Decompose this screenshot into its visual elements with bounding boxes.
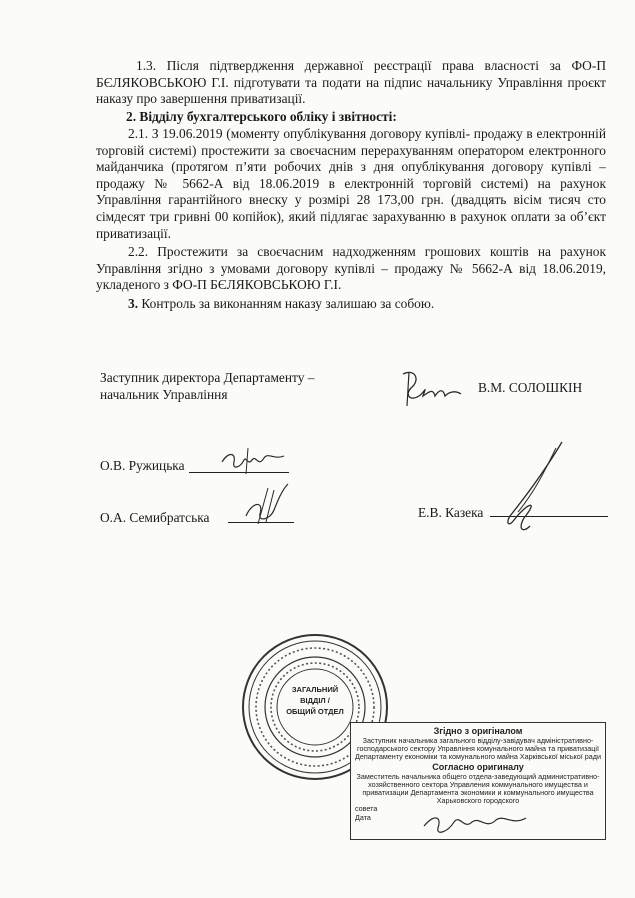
paragraph-3-number: 3. bbox=[128, 296, 139, 311]
paragraph-2-2 bbox=[96, 244, 606, 294]
section-2-heading bbox=[126, 109, 606, 126]
certification-label-council: совета bbox=[355, 804, 378, 814]
paragraph-1-3 bbox=[96, 58, 606, 108]
director-title-line1: Заступник директора Департаменту – bbox=[100, 370, 315, 385]
approver-2-signature bbox=[238, 480, 298, 526]
paragraph-2-2-text: 2.2. Простежити за своєчасним надходженням грошових коштів на рахунок Управління згідно з умовами договору купівлі – продажу № 5662-А від 18.06.2019, укладеного з ФО-П БЄЛЯКОВСЬКОЮ Г.І. bbox=[96, 244, 606, 293]
seal-center-line-1: ЗАГАЛЬНИЙ bbox=[291, 685, 339, 694]
director-title-line2: начальник Управління bbox=[100, 387, 228, 402]
paragraph-3-text: Контроль за виконанням наказу залишаю за собою. bbox=[141, 296, 435, 311]
director-name: В.М. СОЛОШКІН bbox=[478, 380, 583, 395]
certification-signature bbox=[420, 808, 530, 840]
director-signature bbox=[395, 366, 465, 411]
approver-1-signature bbox=[218, 446, 288, 476]
approver-3-name: Е.В. Казека bbox=[418, 505, 484, 520]
certification-label-date: Дата bbox=[355, 812, 371, 822]
certification-text-ua: Заступник начальника загального відділу-завідувач адміністративно-господарського сектору Управління комунального майна та приватизації Департаменту економіки та комунального майна Харківської міської ради bbox=[355, 736, 601, 762]
approver-1-name: О.В. Ружицька bbox=[100, 458, 185, 473]
paragraph-2-1 bbox=[96, 126, 606, 242]
certification-title-ru: Согласно оригиналу bbox=[432, 761, 524, 772]
certification-text-ru: Заместитель начальника общего отдела-заведующий административно-хозяйственного сектора Управления коммунального имущества и приватизации Департамента экономики и коммунального имущества Харьковского городского bbox=[356, 771, 600, 806]
section-2-heading-text: 2. Відділу бухгалтерського обліку і звітності: bbox=[126, 109, 397, 124]
seal-center-line-2: ВІДДІЛ / bbox=[300, 696, 330, 705]
approver-3-signature bbox=[480, 438, 600, 538]
seal-center-line-3: ОБЩИЙ ОТДЕЛ bbox=[286, 707, 344, 716]
paragraph-3 bbox=[128, 296, 606, 313]
seal-center-text bbox=[285, 684, 345, 717]
paragraph-1-3-text: 1.3. Після підтвердження державної реєстрації права власності за ФО-П БЄЛЯКОВСЬКОЮ Г.І. підготувати та подати на підпис начальнику Управління проєкт наказу про завершення приватизації. bbox=[96, 58, 606, 107]
paragraph-2-1-text: 2.1. З 19.06.2019 (моменту опублікування договору купівлі- продажу в електронній торговій системі) простежити за своєчасним перерахуванням оператором електронного майданчика (протягом п’яти робочих днів з дня опублікування договору купівлі – продажу № 5662-А від 18.06.2019 в електронній торговій системі) на рахунок Управління гарантійного внеску у розмірі 28 173,00 грн. (двадцять вісім тисяч сто сімдесят три гривні 00 копійок), який підлягає зарахуванню в рахунок оплати за об’єкт приватизації. bbox=[96, 126, 606, 241]
approver-2-name: О.А. Семибратська bbox=[100, 510, 210, 525]
certification-title-ua: Згідно з оригіналом bbox=[433, 726, 523, 736]
